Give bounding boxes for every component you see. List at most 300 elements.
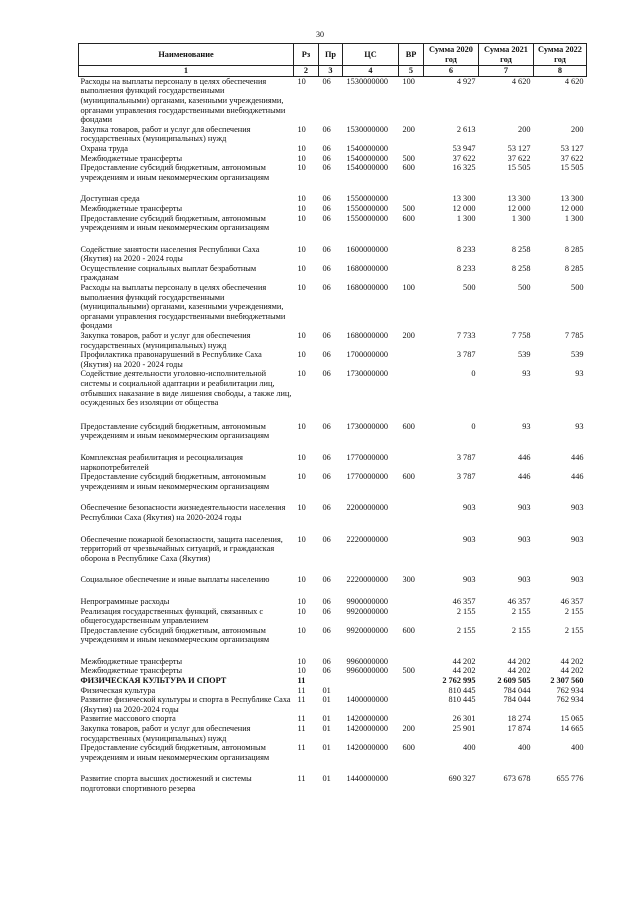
row-sum-2021: 446 bbox=[518, 472, 531, 482]
row-sum-2022: 37 622 bbox=[560, 153, 584, 163]
row-pr: 06 bbox=[322, 666, 331, 676]
row-sum-2022: 4 620 bbox=[564, 76, 584, 86]
row-sum-2021: 903 bbox=[518, 503, 531, 513]
row-sum-2021: 1 300 bbox=[511, 213, 531, 223]
table-row bbox=[79, 535, 587, 576]
row-sum-2021: 46 357 bbox=[507, 596, 531, 606]
row-sum-2022: 500 bbox=[571, 283, 584, 293]
row-cs: 1600000000 bbox=[346, 244, 388, 254]
row-sum-2021: 673 678 bbox=[503, 774, 531, 784]
row-vr: 600 bbox=[402, 163, 415, 173]
table-row bbox=[79, 743, 587, 774]
row-sum-2022: 762 934 bbox=[556, 685, 584, 695]
row-name: Развитие физической культуры и спорта в Республике Саха (Якутия) на 2020-2024 годы bbox=[80, 695, 291, 714]
table-row bbox=[79, 657, 587, 667]
row-sum-2020: 8 233 bbox=[456, 263, 476, 273]
row-name: Предоставление субсидий бюджетным, автономным учреждениям и иным некоммерческим организациям bbox=[80, 625, 270, 645]
table-row bbox=[79, 283, 587, 331]
row-pr: 06 bbox=[322, 76, 331, 86]
row-sum-2020: 500 bbox=[463, 283, 476, 293]
row-pr: 01 bbox=[322, 714, 331, 724]
row-rz: 10 bbox=[297, 606, 306, 616]
row-rz: 10 bbox=[297, 76, 306, 86]
row-rz: 10 bbox=[297, 472, 306, 482]
row-sum-2020: 0 bbox=[471, 421, 476, 431]
row-pr: 01 bbox=[322, 743, 331, 753]
row-rz: 10 bbox=[297, 534, 306, 544]
row-cs: 1420000000 bbox=[346, 724, 388, 734]
row-sum-2021: 37 622 bbox=[507, 153, 531, 163]
row-vr: 600 bbox=[402, 472, 415, 482]
row-sum-2022: 400 bbox=[571, 743, 584, 753]
row-sum-2020: 44 202 bbox=[452, 656, 476, 666]
row-cs: 9920000000 bbox=[346, 625, 388, 635]
row-sum-2020: 12 000 bbox=[452, 203, 476, 213]
row-cs: 9920000000 bbox=[346, 606, 388, 616]
table-row bbox=[79, 163, 587, 194]
row-cs bbox=[343, 686, 399, 696]
row-sum-2022: 44 202 bbox=[560, 666, 584, 676]
row-pr: 06 bbox=[322, 143, 331, 153]
row-pr: 06 bbox=[322, 124, 331, 134]
row-cs: 1540000000 bbox=[346, 163, 388, 173]
row-pr: 06 bbox=[322, 503, 331, 513]
row-sum-2021: 44 202 bbox=[507, 666, 531, 676]
row-sum-2021: 15 505 bbox=[507, 163, 531, 173]
row-rz: 11 bbox=[297, 676, 306, 686]
row-vr bbox=[399, 264, 424, 283]
row-cs: 1440000000 bbox=[346, 774, 388, 784]
row-rz: 10 bbox=[297, 194, 306, 204]
row-cs: 1550000000 bbox=[346, 213, 388, 223]
row-sum-2022: 903 bbox=[571, 575, 584, 585]
row-sum-2021: 446 bbox=[518, 452, 531, 462]
row-vr bbox=[399, 369, 424, 421]
row-vr: 600 bbox=[402, 625, 415, 635]
row-sum-2021: 4 620 bbox=[511, 76, 531, 86]
row-cs bbox=[343, 676, 399, 686]
row-vr: 500 bbox=[402, 203, 415, 213]
row-name: ФИЗИЧЕСКАЯ КУЛЬТУРА И СПОРТ bbox=[80, 676, 227, 686]
row-vr: 300 bbox=[402, 575, 415, 585]
row-pr: 06 bbox=[322, 203, 331, 213]
row-sum-2020: 903 bbox=[463, 503, 476, 513]
row-cs: 1420000000 bbox=[346, 714, 388, 724]
row-pr: 06 bbox=[322, 244, 331, 254]
table-row bbox=[79, 472, 587, 503]
row-rz: 10 bbox=[297, 244, 306, 254]
row-sum-2022: 7 785 bbox=[564, 331, 584, 341]
row-sum-2020: 25 901 bbox=[452, 724, 476, 734]
row-vr: 600 bbox=[402, 421, 415, 431]
row-name: Предоставление субсидий бюджетным, автономным учреждениям и иным некоммерческим организациям bbox=[80, 213, 270, 233]
row-sum-2022: 15 065 bbox=[560, 714, 584, 724]
row-sum-2020: 810 445 bbox=[448, 685, 476, 695]
table-row bbox=[79, 453, 587, 472]
row-sum-2022: 14 665 bbox=[560, 724, 584, 734]
row-cs: 9960000000 bbox=[346, 666, 388, 676]
row-rz: 10 bbox=[297, 596, 306, 606]
row-rz: 10 bbox=[297, 421, 306, 431]
row-name: Охрана труда bbox=[80, 143, 128, 153]
row-sum-2022: 46 357 bbox=[560, 596, 584, 606]
row-cs: 1680000000 bbox=[346, 263, 388, 273]
row-name: Реализация государственных функций, связанных с общегосударственным управлением bbox=[80, 606, 264, 626]
row-rz: 11 bbox=[297, 724, 306, 734]
row-rz: 10 bbox=[297, 369, 306, 379]
row-name: Межбюджетные трансферты bbox=[80, 656, 183, 666]
column-number: 1 bbox=[79, 66, 294, 77]
row-vr bbox=[399, 245, 424, 264]
row-cs: 1540000000 bbox=[346, 143, 388, 153]
column-number: 2 bbox=[294, 66, 319, 77]
row-vr bbox=[399, 686, 424, 696]
row-pr: 06 bbox=[322, 534, 331, 544]
row-pr: 06 bbox=[322, 369, 331, 379]
row-pr: 06 bbox=[322, 452, 331, 462]
row-cs: 1680000000 bbox=[346, 283, 388, 293]
row-cs: 1700000000 bbox=[346, 350, 388, 360]
row-sum-2022: 1 300 bbox=[564, 213, 584, 223]
row-cs: 1540000000 bbox=[346, 153, 388, 163]
column-number: 7 bbox=[479, 66, 534, 77]
row-name: Развитие массового спорта bbox=[80, 714, 176, 724]
row-name: Обеспечение безопасности жизнедеятельности населения Республики Саха (Якутия) на 2020-2024 годы bbox=[80, 503, 286, 522]
row-vr bbox=[399, 695, 424, 714]
row-sum-2022: 44 202 bbox=[560, 656, 584, 666]
row-sum-2020: 2 762 995 bbox=[442, 676, 476, 686]
row-pr: 06 bbox=[322, 596, 331, 606]
row-sum-2020: 903 bbox=[463, 534, 476, 544]
row-sum-2020: 2 613 bbox=[456, 124, 476, 134]
header-sum-2021: Сумма 2021 год bbox=[479, 44, 534, 66]
row-cs: 1550000000 bbox=[346, 203, 388, 213]
row-pr: 06 bbox=[322, 163, 331, 173]
row-cs: 2220000000 bbox=[346, 534, 388, 544]
row-pr: 06 bbox=[322, 575, 331, 585]
row-cs: 1770000000 bbox=[346, 472, 388, 482]
row-pr: 06 bbox=[322, 421, 331, 431]
row-sum-2022: 655 776 bbox=[556, 774, 584, 784]
row-cs: 1530000000 bbox=[346, 124, 388, 134]
row-sum-2021: 44 202 bbox=[507, 656, 531, 666]
row-pr: 06 bbox=[322, 350, 331, 360]
row-sum-2020: 400 bbox=[463, 743, 476, 753]
table-row bbox=[79, 626, 587, 657]
header-sum-2022: Сумма 2022 год bbox=[534, 44, 587, 66]
row-pr: 06 bbox=[322, 263, 331, 273]
row-sum-2021: 903 bbox=[518, 534, 531, 544]
row-vr bbox=[399, 597, 424, 607]
row-name: Предоставление субсидий бюджетным, автономным учреждениям и иным некоммерческим организациям bbox=[80, 472, 270, 491]
row-sum-2020: 2 155 bbox=[456, 625, 476, 635]
table-row bbox=[79, 214, 587, 245]
row-vr bbox=[399, 503, 424, 534]
row-sum-2022: 8 285 bbox=[564, 244, 584, 254]
row-sum-2021: 2 609 505 bbox=[497, 676, 531, 686]
row-name: Осуществление социальных выплат безработным гражданам bbox=[80, 263, 257, 283]
row-pr: 06 bbox=[322, 283, 331, 293]
row-cs: 1730000000 bbox=[346, 369, 388, 379]
row-name: Межбюджетные трансферты bbox=[80, 203, 183, 213]
row-sum-2022: 8 285 bbox=[564, 263, 584, 273]
row-sum-2022: 903 bbox=[571, 534, 584, 544]
row-sum-2022: 93 bbox=[575, 369, 584, 379]
budget-table bbox=[78, 43, 587, 794]
table-row bbox=[79, 422, 587, 453]
row-sum-2020: 690 327 bbox=[448, 774, 476, 784]
row-name: Предоставление субсидий бюджетным, автономным учреждениям и иным некоммерческим организациям bbox=[80, 743, 270, 762]
row-sum-2021: 17 874 bbox=[507, 724, 531, 734]
row-vr: 500 bbox=[402, 666, 415, 676]
row-rz: 11 bbox=[297, 743, 306, 753]
row-cs: 9900000000 bbox=[346, 596, 388, 606]
row-sum-2021: 53 127 bbox=[507, 143, 531, 153]
row-cs: 1400000000 bbox=[346, 695, 388, 705]
row-sum-2021: 903 bbox=[518, 575, 531, 585]
row-rz: 10 bbox=[297, 124, 306, 134]
row-sum-2022: 53 127 bbox=[560, 143, 584, 153]
page-number: 30 bbox=[316, 30, 324, 39]
row-rz: 10 bbox=[297, 625, 306, 635]
row-name: Физическая культура bbox=[80, 685, 156, 695]
table-row bbox=[79, 264, 587, 283]
header-cs: ЦС bbox=[343, 44, 399, 66]
row-rz: 10 bbox=[297, 575, 306, 585]
row-sum-2020: 3 787 bbox=[456, 472, 476, 482]
row-name: Непрограммные расходы bbox=[80, 596, 170, 606]
row-name: Профилактика правонарушений в Республике Саха (Якутия) на 2020 - 2024 годы bbox=[80, 350, 262, 369]
row-pr: 06 bbox=[322, 472, 331, 482]
table-row bbox=[79, 350, 587, 369]
table-row bbox=[79, 154, 587, 164]
row-sum-2022: 2 307 560 bbox=[550, 676, 584, 686]
row-rz: 10 bbox=[297, 666, 306, 676]
row-sum-2021: 93 bbox=[522, 369, 531, 379]
column-number: 8 bbox=[534, 66, 587, 77]
row-rz: 10 bbox=[297, 283, 306, 293]
row-rz: 11 bbox=[297, 774, 306, 784]
table-row bbox=[79, 331, 587, 350]
row-sum-2022: 12 000 bbox=[560, 203, 584, 213]
row-cs: 2200000000 bbox=[346, 503, 388, 513]
row-sum-2022: 2 155 bbox=[564, 606, 584, 616]
row-sum-2020: 1 300 bbox=[456, 213, 476, 223]
table-row bbox=[79, 125, 587, 144]
row-name: Закупка товаров, работ и услуг для обеспечения государственных (муниципальных) нужд bbox=[80, 724, 251, 743]
table-row bbox=[79, 575, 587, 597]
row-cs: 2220000000 bbox=[346, 575, 388, 585]
table-row bbox=[79, 666, 587, 676]
row-vr bbox=[399, 194, 424, 204]
row-name: Обеспечение пожарной безопасности, защита населения, территорий от чрезвычайных ситуаций, и гражданская оборона в Республике Саха (Якутия) bbox=[80, 534, 283, 563]
row-cs: 1730000000 bbox=[346, 421, 388, 431]
row-pr: 01 bbox=[322, 685, 331, 695]
row-name: Содействие занятости населения Республики Саха (Якутия) на 2020 - 2024 годы bbox=[80, 244, 260, 264]
row-vr bbox=[399, 350, 424, 369]
row-pr bbox=[319, 676, 343, 686]
row-vr bbox=[399, 714, 424, 724]
table-row bbox=[79, 607, 587, 626]
row-sum-2022: 446 bbox=[571, 452, 584, 462]
column-number: 4 bbox=[343, 66, 399, 77]
table-row bbox=[79, 676, 587, 686]
row-name: Расходы на выплаты персоналу в целях обеспечения выполнения функций государственными (муниципальными) органами, казенными учреждениями, органами управления государственными внебюджетными фондами bbox=[80, 283, 286, 331]
table-row bbox=[79, 724, 587, 743]
table-row bbox=[79, 714, 587, 724]
row-rz: 10 bbox=[297, 331, 306, 341]
row-sum-2020: 7 733 bbox=[456, 331, 476, 341]
row-vr bbox=[399, 676, 424, 686]
column-number: 3 bbox=[319, 66, 343, 77]
row-sum-2020: 8 233 bbox=[456, 244, 476, 254]
row-sum-2022: 93 bbox=[575, 421, 584, 431]
row-rz: 10 bbox=[297, 163, 306, 173]
row-rz: 11 bbox=[297, 685, 306, 695]
row-sum-2020: 37 622 bbox=[452, 153, 476, 163]
row-sum-2021: 13 300 bbox=[507, 194, 531, 204]
row-sum-2020: 44 202 bbox=[452, 666, 476, 676]
row-sum-2020: 16 325 bbox=[452, 163, 476, 173]
row-cs: 1770000000 bbox=[346, 452, 388, 462]
row-sum-2021: 400 bbox=[518, 743, 531, 753]
header-name: Наименование bbox=[79, 44, 294, 66]
row-pr: 06 bbox=[322, 625, 331, 635]
row-sum-2022: 903 bbox=[571, 503, 584, 513]
row-name: Развитие спорта высших достижений и системы подготовки спортивного резерва bbox=[80, 774, 252, 793]
row-sum-2022: 15 505 bbox=[560, 163, 584, 173]
row-sum-2021: 18 274 bbox=[507, 714, 531, 724]
row-sum-2021: 200 bbox=[518, 124, 531, 134]
row-sum-2020: 810 445 bbox=[448, 695, 476, 705]
row-pr: 06 bbox=[322, 213, 331, 223]
row-cs: 1420000000 bbox=[346, 743, 388, 753]
row-pr: 06 bbox=[322, 194, 331, 204]
table-row bbox=[79, 597, 587, 607]
row-rz: 10 bbox=[297, 153, 306, 163]
row-pr: 06 bbox=[322, 153, 331, 163]
table-row bbox=[79, 369, 587, 421]
header-row bbox=[79, 44, 587, 66]
row-vr: 200 bbox=[402, 724, 415, 734]
row-rz: 11 bbox=[297, 695, 306, 705]
row-vr bbox=[399, 453, 424, 472]
row-sum-2020: 26 301 bbox=[452, 714, 476, 724]
row-sum-2022: 2 155 bbox=[564, 625, 584, 635]
row-rz: 10 bbox=[297, 350, 306, 360]
row-sum-2021: 539 bbox=[518, 350, 531, 360]
row-name: Закупка товаров, работ и услуг для обеспечения государственных (муниципальных) нужд bbox=[80, 124, 251, 144]
row-sum-2020: 903 bbox=[463, 575, 476, 585]
row-sum-2020: 2 155 bbox=[456, 606, 476, 616]
row-sum-2022: 539 bbox=[571, 350, 584, 360]
row-vr: 100 bbox=[402, 283, 415, 293]
row-vr bbox=[399, 144, 424, 154]
row-pr: 01 bbox=[322, 724, 331, 734]
row-sum-2020: 46 357 bbox=[452, 596, 476, 606]
row-vr: 200 bbox=[402, 331, 415, 341]
row-vr bbox=[399, 657, 424, 667]
row-sum-2022: 762 934 bbox=[556, 695, 584, 705]
row-vr: 600 bbox=[402, 213, 415, 223]
row-vr bbox=[399, 535, 424, 576]
row-pr: 06 bbox=[322, 656, 331, 666]
table-row bbox=[79, 194, 587, 204]
row-name: Содействие деятельности уголовно-исполнительной системы и социальной адаптации и реабилитации лиц, отбывших наказание в виде лишения свободы, а также лиц, осужденных без изоляции от общества bbox=[80, 369, 292, 408]
row-name: Предоставление субсидий бюджетным, автономным учреждениям и иным некоммерческим организациям bbox=[80, 163, 270, 182]
header-vr: ВР bbox=[399, 44, 424, 66]
row-sum-2021: 8 258 bbox=[511, 244, 531, 254]
row-sum-2021: 784 044 bbox=[503, 685, 531, 695]
row-rz: 10 bbox=[297, 203, 306, 213]
row-sum-2022: 200 bbox=[571, 124, 584, 134]
row-sum-2021: 12 000 bbox=[507, 203, 531, 213]
row-sum-2020: 0 bbox=[471, 369, 476, 379]
row-vr bbox=[399, 774, 424, 793]
row-vr: 500 bbox=[402, 153, 415, 163]
row-sum-2020: 3 787 bbox=[456, 350, 476, 360]
table-row bbox=[79, 76, 587, 124]
row-sum-2022: 446 bbox=[571, 472, 584, 482]
row-name: Комплексная реабилитация и ресоциализация наркопотребителей bbox=[80, 452, 243, 472]
row-rz: 10 bbox=[297, 503, 306, 513]
row-sum-2021: 8 258 bbox=[511, 263, 531, 273]
row-vr: 200 bbox=[402, 124, 415, 134]
row-rz: 10 bbox=[297, 452, 306, 462]
table-body bbox=[79, 76, 587, 793]
row-rz: 11 bbox=[297, 714, 306, 724]
header-rz: Рз bbox=[294, 44, 319, 66]
row-name: Доступная среда bbox=[80, 194, 140, 204]
row-pr: 06 bbox=[322, 606, 331, 616]
row-cs: 1680000000 bbox=[346, 331, 388, 341]
row-rz: 10 bbox=[297, 143, 306, 153]
table-row bbox=[79, 695, 587, 714]
row-pr: 01 bbox=[322, 774, 331, 784]
table-row bbox=[79, 245, 587, 264]
row-rz: 10 bbox=[297, 263, 306, 273]
row-name: Расходы на выплаты персоналу в целях обеспечения выполнения функций государственными (муниципальными) органами, казенными учреждениями, органами управления государственными внебюджетными фондами bbox=[80, 76, 286, 125]
row-name: Межбюджетные трансферты bbox=[80, 666, 183, 676]
row-sum-2021: 784 044 bbox=[503, 695, 531, 705]
row-cs: 1550000000 bbox=[346, 194, 388, 204]
row-cs: 9960000000 bbox=[346, 656, 388, 666]
table-row bbox=[79, 686, 587, 696]
row-pr: 06 bbox=[322, 331, 331, 341]
row-cs: 1530000000 bbox=[346, 76, 388, 86]
row-sum-2021: 2 155 bbox=[511, 625, 531, 635]
row-name: Межбюджетные трансферты bbox=[80, 153, 183, 163]
table-row bbox=[79, 503, 587, 534]
table-row bbox=[79, 144, 587, 154]
row-pr: 01 bbox=[322, 695, 331, 705]
column-number: 6 bbox=[424, 66, 479, 77]
row-vr bbox=[399, 607, 424, 626]
row-sum-2020: 3 787 bbox=[456, 452, 476, 462]
row-sum-2021: 500 bbox=[518, 283, 531, 293]
table-row bbox=[79, 204, 587, 214]
row-rz: 10 bbox=[297, 213, 306, 223]
row-name: Социальное обеспечение и иные выплаты населению bbox=[80, 575, 270, 585]
header-sum-2020: Сумма 2020 год bbox=[424, 44, 479, 66]
row-sum-2020: 13 300 bbox=[452, 194, 476, 204]
row-rz: 10 bbox=[297, 656, 306, 666]
row-sum-2021: 2 155 bbox=[511, 606, 531, 616]
table-row bbox=[79, 774, 587, 793]
row-sum-2022: 13 300 bbox=[560, 194, 584, 204]
row-name: Предоставление субсидий бюджетным, автономным учреждениям и иным некоммерческим организациям bbox=[80, 421, 270, 441]
header-pr: Пр bbox=[319, 44, 343, 66]
